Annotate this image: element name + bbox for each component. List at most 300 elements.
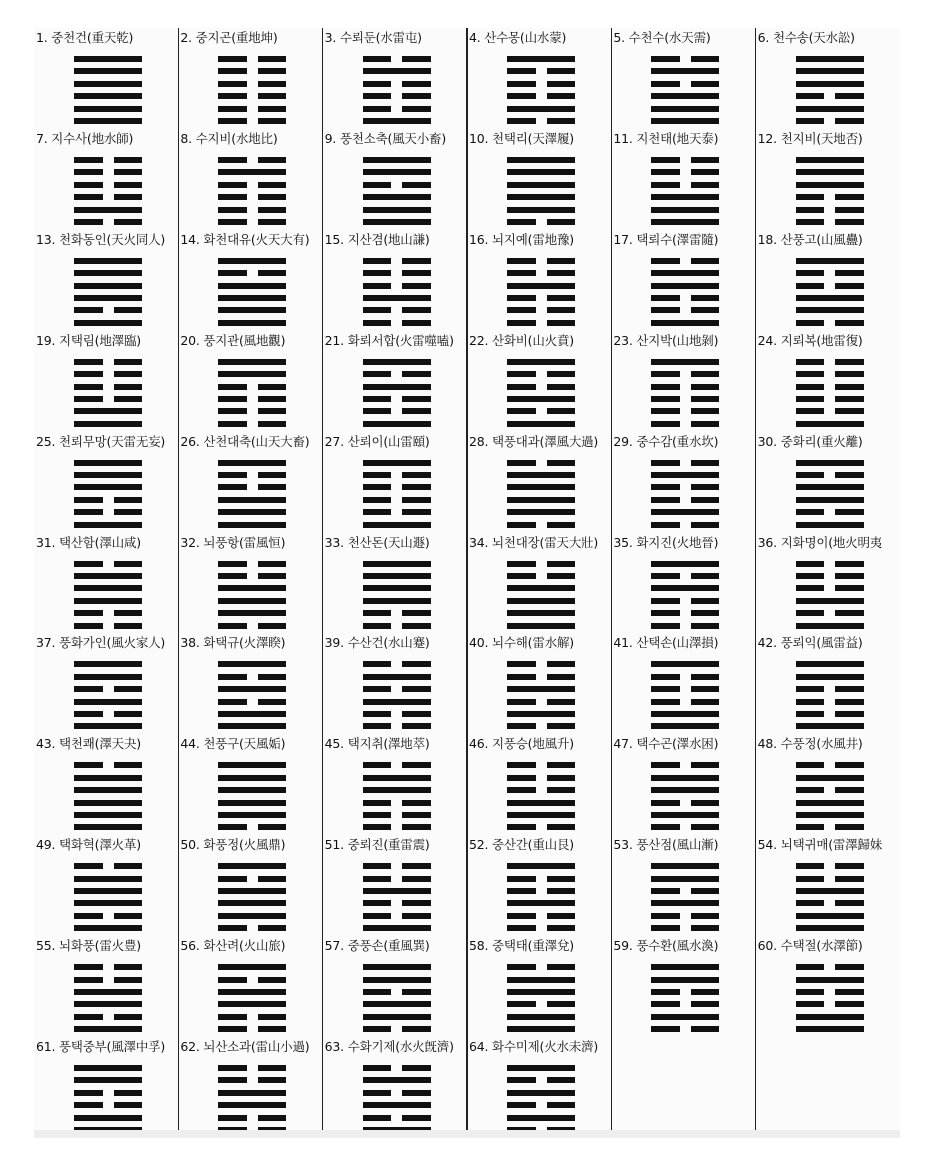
yin-line-segment <box>691 497 720 503</box>
yin-line-segment <box>691 460 720 466</box>
yin-line-segment <box>547 307 576 313</box>
yang-line <box>218 800 286 806</box>
yin-line-segment <box>114 497 143 503</box>
yin-line-segment <box>258 472 287 478</box>
yang-line <box>796 68 864 74</box>
hexagram-label: 28. 택풍대과(澤風大過) <box>469 433 599 449</box>
yang-line <box>651 787 719 793</box>
hexagram-symbol <box>218 359 286 427</box>
hexagram-symbol <box>363 661 431 729</box>
hexagram-symbol <box>507 56 575 124</box>
yin-line-segment <box>363 509 392 515</box>
yin-line-segment <box>651 610 680 616</box>
yang-line <box>74 93 142 99</box>
yin-line-segment <box>547 888 576 894</box>
hexagram-symbol <box>796 762 864 830</box>
hexagram-label: 12. 천지비(天地否) <box>757 130 863 146</box>
yang-line <box>74 295 142 301</box>
yin-line-segment <box>363 472 392 478</box>
yang-line <box>218 585 286 591</box>
yin-line-segment <box>258 824 287 830</box>
yang-line <box>796 800 864 806</box>
yin-line-segment <box>547 762 576 768</box>
yang-line <box>651 711 719 717</box>
yin-line-segment <box>402 81 431 87</box>
yang-line <box>796 925 864 931</box>
yin-line-segment <box>691 762 720 768</box>
hexagram-label: 41. 산택손(山澤損) <box>613 635 719 651</box>
yin-line-segment <box>402 1065 431 1071</box>
yang-line <box>507 686 575 692</box>
yang-line <box>363 68 431 74</box>
yin-line-segment <box>691 81 720 87</box>
hexagram-cell <box>756 533 900 634</box>
yang-line <box>363 522 431 528</box>
yin-line-segment <box>507 775 536 781</box>
hexagram-symbol <box>796 460 864 528</box>
yin-line-segment <box>258 81 287 87</box>
yang-line <box>218 989 286 995</box>
hexagram-symbol <box>651 56 719 124</box>
yang-line <box>796 497 864 503</box>
yin-line-segment <box>258 1065 287 1071</box>
yin-line-segment <box>363 762 392 768</box>
yang-line <box>507 863 575 869</box>
yin-line-segment <box>258 573 287 579</box>
yin-line-segment <box>507 320 536 326</box>
yin-line-segment <box>651 1001 680 1007</box>
hexagram-cell <box>611 936 755 1037</box>
yang-line <box>507 194 575 200</box>
yin-line-segment <box>402 408 431 414</box>
yin-line-segment <box>691 157 720 163</box>
yang-line <box>74 522 142 528</box>
yin-line-segment <box>363 989 392 995</box>
yin-line-segment <box>402 1026 431 1032</box>
yin-line-segment <box>258 925 287 931</box>
hexagram-cell <box>611 533 755 634</box>
hexagram-symbol <box>74 157 142 225</box>
yang-line <box>74 723 142 729</box>
hexagram-cell <box>323 1037 467 1138</box>
hexagram-cell <box>178 633 322 734</box>
yin-line-segment <box>114 194 143 200</box>
hexagram-cell <box>756 835 900 936</box>
hexagram-cell <box>611 633 755 734</box>
yin-line-segment <box>796 610 825 616</box>
hexagram-label: 50. 화풍정(火風鼎) <box>180 837 286 853</box>
yang-line <box>651 900 719 906</box>
yin-line-segment <box>507 522 536 528</box>
yang-line <box>507 1115 575 1121</box>
yin-line-segment <box>218 824 247 830</box>
yin-line-segment <box>691 686 720 692</box>
yang-line <box>74 925 142 931</box>
yin-line-segment <box>74 1090 103 1096</box>
yin-line-segment <box>796 1001 825 1007</box>
yang-line <box>74 1077 142 1083</box>
yin-line-segment <box>402 800 431 806</box>
yin-line-segment <box>258 408 287 414</box>
hexagram-symbol <box>218 157 286 225</box>
yin-line-segment <box>796 270 825 276</box>
yang-line <box>74 320 142 326</box>
hexagram-label: 9. 풍천소축(風天小畜) <box>324 130 447 146</box>
yin-line-segment <box>402 661 431 667</box>
yin-line-segment <box>363 800 392 806</box>
hexagram-symbol <box>363 561 431 629</box>
yin-line-segment <box>507 371 536 377</box>
yin-line-segment <box>258 194 287 200</box>
yang-line <box>74 900 142 906</box>
yang-line <box>796 182 864 188</box>
hexagram-cell <box>178 129 322 230</box>
hexagram-symbol <box>74 863 142 931</box>
yin-line-segment <box>796 762 825 768</box>
yang-line <box>363 1001 431 1007</box>
yin-line-segment <box>796 787 825 793</box>
yin-line-segment <box>691 182 720 188</box>
yin-line-segment <box>74 307 103 313</box>
yang-line <box>651 93 719 99</box>
yin-line-segment <box>218 977 247 983</box>
yang-line <box>507 1065 575 1071</box>
yin-line-segment <box>74 711 103 717</box>
yin-line-segment <box>507 888 536 894</box>
yin-line-segment <box>651 371 680 377</box>
hexagram-symbol <box>74 762 142 830</box>
yang-line <box>218 787 286 793</box>
yin-line-segment <box>651 384 680 390</box>
yin-line-segment <box>507 258 536 264</box>
yang-line <box>218 460 286 466</box>
yin-line-segment <box>547 320 576 326</box>
hexagram-label: 44. 천풍구(天風姤) <box>180 736 286 752</box>
yang-line <box>74 699 142 705</box>
yin-line-segment <box>218 573 247 579</box>
yin-line-segment <box>258 623 287 629</box>
yang-line <box>218 1001 286 1007</box>
yin-line-segment <box>114 964 143 970</box>
yang-line <box>507 169 575 175</box>
yin-line-segment <box>547 258 576 264</box>
yin-line-segment <box>402 371 431 377</box>
yin-line-segment <box>258 1077 287 1083</box>
yin-line-segment <box>402 106 431 112</box>
yin-line-segment <box>691 1026 720 1032</box>
yin-line-segment <box>402 876 431 882</box>
hexagram-label: 8. 수지비(水地比) <box>180 130 278 146</box>
hexagram-cell <box>178 1037 322 1138</box>
hexagram-label: 22. 산화비(山火賁) <box>469 332 574 348</box>
yin-line-segment <box>547 964 576 970</box>
yang-line <box>651 876 719 882</box>
yin-line-segment <box>547 1001 576 1007</box>
hexagram-symbol <box>74 359 142 427</box>
yin-line-segment <box>651 295 680 301</box>
yin-line-segment <box>218 561 247 567</box>
yin-line-segment <box>796 989 825 995</box>
hexagram-cell <box>34 633 178 734</box>
yin-line-segment <box>796 711 825 717</box>
yin-line-segment <box>363 320 392 326</box>
yang-line <box>507 396 575 402</box>
yin-line-segment <box>507 270 536 276</box>
yin-line-segment <box>835 320 864 326</box>
yin-line-segment <box>547 876 576 882</box>
yin-line-segment <box>114 359 143 365</box>
page-bottom-edge <box>34 1130 900 1138</box>
hexagram-cell <box>34 129 178 230</box>
yang-line <box>796 484 864 490</box>
hexagram-symbol <box>363 964 431 1032</box>
hexagram-label: 37. 풍화가인(風火家人) <box>36 635 166 651</box>
yang-line <box>218 522 286 528</box>
yin-line-segment <box>835 824 864 830</box>
yin-line-segment <box>114 384 143 390</box>
yin-line-segment <box>835 472 864 478</box>
yin-line-segment <box>363 824 392 830</box>
yang-line <box>74 81 142 87</box>
yang-line <box>218 307 286 313</box>
yin-line-segment <box>796 699 825 705</box>
hexagram-cell <box>467 28 611 129</box>
yin-line-segment <box>651 307 680 313</box>
hexagram-symbol <box>218 1065 286 1133</box>
yin-line-segment <box>691 989 720 995</box>
yang-line <box>218 258 286 264</box>
yang-line <box>796 598 864 604</box>
yin-line-segment <box>547 1077 576 1083</box>
hexagram-cell <box>178 533 322 634</box>
hexagram-cell <box>178 734 322 835</box>
yin-line-segment <box>74 977 103 983</box>
yin-line-segment <box>114 371 143 377</box>
yang-line <box>74 56 142 62</box>
yin-line-segment <box>402 623 431 629</box>
yin-line-segment <box>74 686 103 692</box>
hexagram-label: 63. 수화기제(水火旣濟) <box>324 1039 454 1055</box>
hexagram-symbol <box>651 964 719 1032</box>
hexagram-symbol <box>74 661 142 729</box>
hexagram-table <box>34 28 900 1138</box>
yin-line-segment <box>402 258 431 264</box>
yang-line <box>74 800 142 806</box>
yang-line <box>74 270 142 276</box>
hexagram-label: 59. 풍수환(風水渙) <box>613 938 719 954</box>
yang-line <box>218 320 286 326</box>
yin-line-segment <box>218 384 247 390</box>
hexagram-cell <box>178 936 322 1037</box>
yang-line <box>507 812 575 818</box>
yang-line <box>363 194 431 200</box>
yang-line <box>651 812 719 818</box>
yin-line-segment <box>651 573 680 579</box>
yin-line-segment <box>796 561 825 567</box>
yin-line-segment <box>363 56 392 62</box>
yang-line <box>507 623 575 629</box>
hexagram-label: 11. 지천태(地天泰) <box>613 130 719 146</box>
hexagram-label: 52. 중산간(重山艮) <box>469 837 574 853</box>
yang-line <box>796 106 864 112</box>
yin-line-segment <box>651 484 680 490</box>
yin-line-segment <box>651 408 680 414</box>
hexagram-cell <box>756 331 900 432</box>
yin-line-segment <box>507 561 536 567</box>
yang-line <box>363 674 431 680</box>
yin-line-segment <box>835 384 864 390</box>
yin-line-segment <box>651 762 680 768</box>
yin-line-segment <box>402 723 431 729</box>
yang-line <box>363 561 431 567</box>
yin-line-segment <box>507 1001 536 1007</box>
yin-line-segment <box>547 674 576 680</box>
hexagram-cell <box>34 1037 178 1138</box>
hexagram-symbol <box>507 1065 575 1133</box>
yin-line-segment <box>114 169 143 175</box>
yin-line-segment <box>507 674 536 680</box>
yin-line-segment <box>258 56 287 62</box>
yin-line-segment <box>74 509 103 515</box>
yin-line-segment <box>547 219 576 225</box>
yin-line-segment <box>218 396 247 402</box>
yin-line-segment <box>74 623 103 629</box>
yin-line-segment <box>218 623 247 629</box>
hexagram-label: 36. 지화명이(地火明夷 <box>757 534 883 550</box>
yang-line <box>651 661 719 667</box>
yin-line-segment <box>796 396 825 402</box>
yang-line <box>796 522 864 528</box>
yin-line-segment <box>74 371 103 377</box>
yin-line-segment <box>651 598 680 604</box>
hexagram-cell <box>323 331 467 432</box>
hexagram-cell <box>756 129 900 230</box>
yin-line-segment <box>258 674 287 680</box>
hexagram-symbol <box>507 561 575 629</box>
yin-line-segment <box>363 723 392 729</box>
hexagram-symbol <box>507 460 575 528</box>
yin-line-segment <box>835 509 864 515</box>
hexagram-cell <box>756 432 900 533</box>
hexagram-label: 27. 산뢰이(山雷頤) <box>324 433 430 449</box>
yin-line-segment <box>507 1077 536 1083</box>
yang-line <box>796 169 864 175</box>
yang-line <box>74 472 142 478</box>
yin-line-segment <box>691 598 720 604</box>
hexagram-symbol <box>507 258 575 326</box>
yang-line <box>218 888 286 894</box>
yin-line-segment <box>363 81 392 87</box>
yin-line-segment <box>507 460 536 466</box>
yang-line <box>363 888 431 894</box>
hexagram-cell <box>467 230 611 331</box>
yin-line-segment <box>258 106 287 112</box>
yin-line-segment <box>651 925 680 931</box>
yin-line-segment <box>547 824 576 830</box>
yin-line-segment <box>691 522 720 528</box>
yin-line-segment <box>547 1102 576 1108</box>
yin-line-segment <box>258 68 287 74</box>
hexagram-symbol <box>796 561 864 629</box>
yang-line <box>363 219 431 225</box>
yang-line <box>796 674 864 680</box>
hexagram-symbol <box>363 258 431 326</box>
yang-line <box>507 1014 575 1020</box>
yang-line <box>796 460 864 466</box>
hexagram-label: 2. 중지곤(重地坤) <box>180 30 278 45</box>
yang-line <box>363 573 431 579</box>
yin-line-segment <box>258 270 287 276</box>
yin-line-segment <box>651 81 680 87</box>
yin-line-segment <box>363 863 392 869</box>
yin-line-segment <box>547 81 576 87</box>
yang-line <box>74 598 142 604</box>
yin-line-segment <box>363 1065 392 1071</box>
yin-line-segment <box>114 863 143 869</box>
yin-line-segment <box>691 800 720 806</box>
hexagram-cell <box>34 835 178 936</box>
yin-line-segment <box>218 1026 247 1032</box>
yin-line-segment <box>363 913 392 919</box>
yin-line-segment <box>651 824 680 830</box>
yin-line-segment <box>363 610 392 616</box>
hexagram-label: 46. 지풍승(地風升) <box>469 736 574 752</box>
yin-line-segment <box>218 876 247 882</box>
hexagram-symbol <box>651 661 719 729</box>
yang-line <box>218 686 286 692</box>
yin-line-segment <box>114 1102 143 1108</box>
yang-line <box>74 1065 142 1071</box>
hexagram-cell <box>611 129 755 230</box>
hexagram-cell <box>756 633 900 734</box>
yang-line <box>507 421 575 427</box>
yin-line-segment <box>796 573 825 579</box>
yin-line-segment <box>218 925 247 931</box>
hexagram-label: 14. 화천대유(火天大有) <box>180 231 310 247</box>
hexagram-cell <box>34 734 178 835</box>
hexagram-label: 16. 뇌지예(雷地豫) <box>469 231 574 247</box>
hexagram-label: 58. 중택태(重澤兌) <box>469 938 574 954</box>
yang-line <box>796 723 864 729</box>
yang-line <box>796 888 864 894</box>
yang-line <box>363 460 431 466</box>
yin-line-segment <box>218 1115 247 1121</box>
hexagram-label: 19. 지택림(地澤臨) <box>36 332 141 348</box>
yin-line-segment <box>835 876 864 882</box>
yin-line-segment <box>507 699 536 705</box>
hexagram-cell <box>178 331 322 432</box>
hexagram-label: 10. 천택리(天澤履) <box>469 130 574 146</box>
yin-line-segment <box>507 964 536 970</box>
yin-line-segment <box>651 56 680 62</box>
yin-line-segment <box>691 307 720 313</box>
yin-line-segment <box>507 913 536 919</box>
yang-line <box>218 283 286 289</box>
yin-line-segment <box>507 81 536 87</box>
yin-line-segment <box>114 182 143 188</box>
hexagram-symbol <box>507 359 575 427</box>
yin-line-segment <box>218 81 247 87</box>
hexagram-label: 45. 택지취(澤地萃) <box>324 736 430 752</box>
hexagram-cell <box>323 633 467 734</box>
yin-line-segment <box>651 522 680 528</box>
yang-line <box>796 623 864 629</box>
yin-line-segment <box>651 396 680 402</box>
yang-line <box>218 900 286 906</box>
yang-line <box>74 824 142 830</box>
yin-line-segment <box>258 699 287 705</box>
hexagram-symbol <box>651 863 719 931</box>
